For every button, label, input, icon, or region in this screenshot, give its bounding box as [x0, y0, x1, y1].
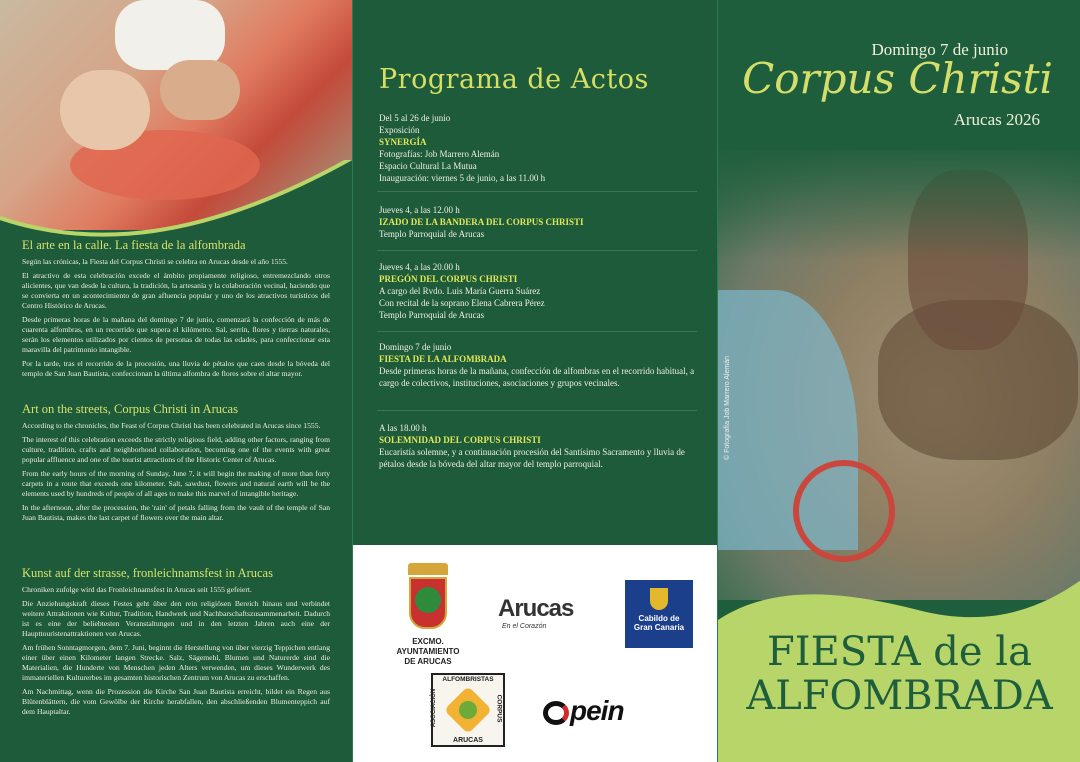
logo-text-line: Gran Canaria — [633, 623, 685, 632]
logo-text-right: CORPUS — [495, 694, 503, 723]
fiesta-headline — [718, 630, 1080, 718]
paragraph: Desde primeras horas de la mañana del domingo 7 de junio, comenzará la confección de más de cuarenta alfombras, en un recorrido que supera el kilómetro. Sal, serrín, flores y tierras naturales, serán los elementos utilizados por cientos de personas de todas las edades, para confeccionar esta maravilla del patrimonio intangible. — [22, 315, 330, 354]
ayuntamiento-name — [393, 637, 463, 667]
act-detail: Eucaristía solemne, y a continuación procesión del Santísimo Sacramento y lluvia de pétalos desde la bóveda del altar mayor del templo parroquial. — [379, 447, 685, 469]
divider — [377, 250, 697, 251]
ayuntamiento-logo — [393, 563, 463, 667]
act-detail: Inauguración: viernes 5 de junio, a las 11.00 h — [379, 173, 546, 183]
cabildo-name — [625, 614, 693, 632]
crown-icon — [408, 563, 448, 575]
section-german — [22, 566, 330, 721]
logo-text-top: ALFOMBRISTAS — [442, 676, 494, 683]
logo-text-left: ASOCIACIÓN — [431, 688, 438, 728]
paragraph: Am Nachmittag, wenn die Prozession die Kirche San Juan Bautista erreicht, bildet ein Regen aus Blütenblättern, die vom Gewölbe der Kirche herabfallen, den abschließenden Blumenteppich auf dem Hauptaltar. — [22, 687, 330, 716]
paragraph: El atractivo de esta celebración excede el ámbito propiamente religioso, entremezclando otros alicientes, que van desde la cultura, la tradición, la artesanía y la colaboración vecinal, haciendo que se convierta en un acontecimiento de gran afluencia popular y uno de los atractivos turísticos del Centro Histórico de Arucas. — [22, 271, 330, 310]
divider — [377, 331, 697, 332]
act-date: A las 18.00 h — [379, 423, 427, 433]
act-type: Exposición — [379, 125, 420, 135]
paragraph: Am frühen Sonntagmorgen, dem 7. Juni, beginnt die Herstellung von über vierzig Teppichen entlang einer über einen Kilometer langen Strecke. Salz, Sägemehl, Blumen und Naturerde sind die Materialien, die Hunderte von Menschen jeden Alters verwenden, um dieses Wunderwerk des immateriellen Kulturerbes im gesamten historischen Zentrum von Arucas zu erschaffen. — [22, 643, 330, 682]
panel-history — [0, 0, 352, 762]
act-detail: A cargo del Rvdo. Luis María Guerra Suárez — [379, 286, 541, 296]
act-name: FIESTA DE LA ALFOMBRADA — [379, 354, 507, 364]
opein-logo — [543, 695, 624, 727]
photo-hand-right — [160, 60, 240, 120]
panel-cover — [717, 0, 1080, 762]
headline-line-1: FIESTA de la — [767, 629, 1032, 675]
photo-hand-left — [60, 70, 150, 150]
act-izado — [379, 204, 699, 240]
event-date: Domingo 7 de junio — [871, 40, 1008, 59]
opein-o-icon — [543, 701, 569, 725]
decorative-wave — [0, 160, 352, 250]
logo-text-bottom: ARUCAS — [453, 737, 483, 744]
arucas-wordmark: Arucas — [498, 595, 574, 622]
flower-center-icon — [459, 701, 477, 719]
divider — [377, 410, 697, 411]
act-date: Domingo 7 de junio — [379, 342, 452, 352]
cabildo-emblem-icon — [650, 588, 668, 610]
logo-text-line: DE ARUCAS — [404, 657, 452, 666]
cabildo-logo — [625, 580, 693, 648]
paragraph: Por la tarde, tras el recorrido de la procesión, una lluvia de pétalos que caen desde la bóveda del templo de San Juan Bautista, confeccionan la última alfombra de flores sobre el altar mayor. — [22, 359, 330, 378]
act-date: Jueves 4, a las 20.00 h — [379, 262, 460, 272]
act-name: SOLEMNIDAD DEL CORPUS CHRISTI — [379, 435, 541, 445]
section-heading: Kunst auf der strasse, fronleichnamsfest in Arucas — [22, 566, 273, 580]
section-spanish — [22, 238, 330, 383]
act-date: Jueves 4, a las 12.00 h — [379, 205, 460, 215]
section-heading: Art on the streets, Corpus Christi in Arucas — [22, 402, 238, 416]
act-exposicion — [379, 112, 699, 184]
act-detail: Templo Parroquial de Arucas — [379, 229, 485, 239]
act-name: PREGÓN DEL CORPUS CHRISTI — [379, 274, 518, 284]
act-detail: Con recital de la soprano Elena Cabrera Pérez — [379, 298, 545, 308]
program-title: Programa de Actos — [379, 64, 649, 95]
act-name: SYNERGÍA — [379, 137, 427, 147]
paragraph: In the afternoon, after the procession, the 'rain' of petals falling from the vault of the temple of San Juan Bautista, makes the last carpet of flowers over the main altar. — [22, 503, 330, 522]
event-title: Corpus Christi — [742, 54, 1053, 103]
paragraph: Chroniken zufolge wird das Fronleichnamsfest in Arucas seit 1555 gefeiert. — [22, 585, 252, 594]
photo-credit: © Fotografía Job Marrero Alemán — [724, 356, 731, 460]
opein-wordmark: pein — [570, 695, 624, 726]
act-name: IZADO DE LA BANDERA DEL CORPUS CHRISTI — [379, 217, 584, 227]
act-fiesta — [379, 341, 699, 389]
act-detail: Fotografías: Job Marrero Alemán — [379, 149, 500, 159]
logo-text-line: Cabildo de — [638, 614, 680, 623]
photo-fade — [718, 140, 1080, 260]
event-town-year: Arucas 2026 — [953, 110, 1040, 129]
arucas-brand-logo — [498, 595, 573, 630]
logo-text-line: EXCMO. AYUNTAMIENTO — [396, 637, 460, 656]
section-heading: El arte en la calle. La fiesta de la alfombrada — [22, 238, 246, 252]
section-english — [22, 402, 330, 527]
coat-of-arms-icon — [409, 577, 447, 629]
act-detail: Desde primeras horas de la mañana, confección de alfombras en el recorrido habitual, a cargo de colectivos, instituciones, asociaciones y grupos vecinales. — [379, 366, 695, 388]
asociacion-alfombristas-logo — [431, 673, 505, 747]
act-pregon — [379, 261, 699, 321]
paragraph: According to the chronicles, the Feast of Corpus Christi has been celebrated in Arucas since 1555. — [22, 421, 321, 430]
paragraph: Die Anziehungskraft dieses Festes geht über den rein religiösen Bereich hinaus und verbindet weitere Attraktionen wie Kultur, Tradition, Handwerk und Nachbarschaftszusammenarbeit. Dadurch ist es eine der beliebtesten Veranstaltungen und in den letzten Jahren auch eine der Haupttouristenattraktionen von Arucas. — [22, 599, 330, 638]
divider — [377, 191, 697, 192]
panel-program — [352, 0, 718, 762]
act-detail: Espacio Cultural La Mutua — [379, 161, 477, 171]
act-detail: Templo Parroquial de Arucas — [379, 310, 485, 320]
act-solemnidad — [379, 422, 699, 470]
headline-line-2: ALFOMBRADA — [746, 673, 1053, 719]
paragraph: The interest of this celebration exceeds the strictly religious field, adding other factors, ranging from culture, tradition, crafts and neighborhood collaboration, becoming one of the events with great popular affluence and one of the tourist attractions of the Historic Center of Arucas. — [22, 435, 330, 464]
sponsor-logos — [353, 545, 718, 762]
act-date: Del 5 al 26 de junio — [379, 113, 451, 123]
paragraph: Según las crónicas, la Fiesta del Corpus Christi se celebra en Arucas desde el año 1555. — [22, 257, 288, 266]
arucas-tagline: En el Corazón — [502, 623, 547, 630]
paragraph: From the early hours of the morning of Sunday, June 7, it will begin the making of more than forty carpets in a route that exceeds one kilometer. Salt, sawdust, flowers and natural earth will be the elements used by hundreds of people of all ages to make this marvel of intangible heritage. — [22, 469, 330, 498]
